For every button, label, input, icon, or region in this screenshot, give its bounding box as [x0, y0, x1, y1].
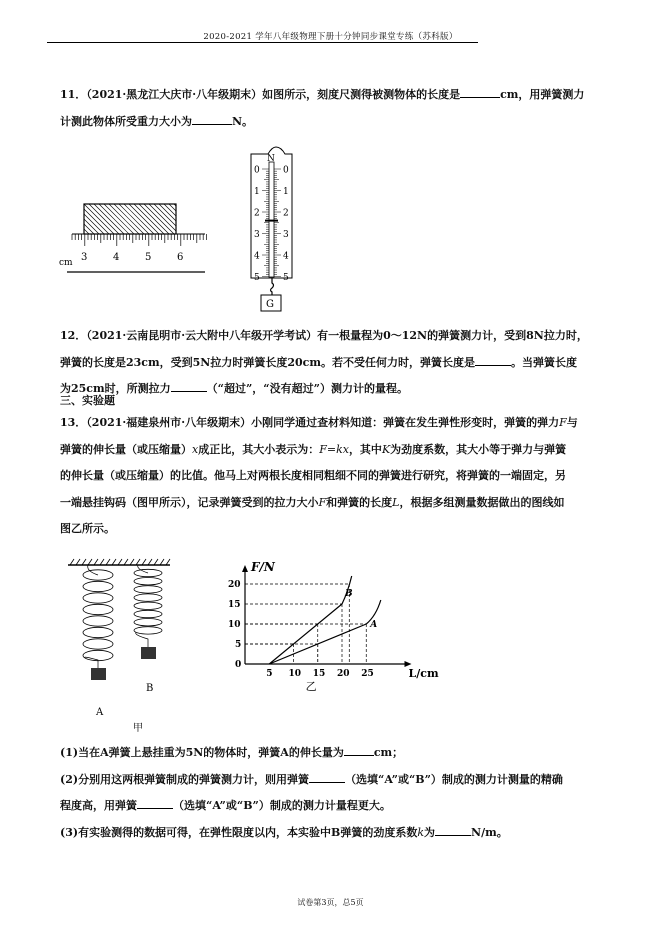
hook-icon [271, 278, 274, 295]
spring-coil [134, 602, 162, 609]
q13-text: 和弹簧的长度 [326, 495, 393, 509]
spring-coil [83, 604, 113, 614]
scale-label: 0 [254, 165, 260, 176]
ceiling-hatch-line [142, 559, 146, 565]
y-axis-arrow [242, 565, 248, 572]
spring-coil [83, 639, 113, 649]
q13-text: 图乙所示。 [60, 522, 115, 535]
q11-blank-weight[interactable] [192, 112, 232, 125]
sub1-blank[interactable] [344, 743, 374, 756]
spring-label-b: B [146, 683, 154, 694]
y-tick-label: 10 [228, 620, 241, 630]
scale-tube [269, 162, 274, 277]
var-l: L [392, 495, 400, 509]
q11-text: 如图所示，刻度尺测得被测物体的长度是 [262, 88, 461, 101]
scale-label: 3 [254, 230, 260, 240]
question-12 [60, 323, 605, 403]
sub3-text: N/m。 [471, 825, 508, 839]
spring-coil [83, 650, 113, 660]
var-f: F [559, 416, 567, 429]
scale-label: 4 [283, 251, 289, 262]
spring-a [83, 565, 113, 668]
scale-unit: N [267, 154, 275, 164]
spring-label-a: A [96, 707, 104, 718]
spring-coil [134, 627, 162, 634]
q11-text-b: 计测此物体所受重力大小为 [60, 114, 192, 128]
scale-label: 1 [283, 187, 289, 197]
ceiling-hatch-line [112, 559, 116, 565]
ceiling-hatch-line [70, 559, 74, 565]
ceiling-hatch-line [154, 559, 158, 565]
weight-a [91, 668, 106, 680]
scale-label: 3 [283, 230, 289, 240]
ruler-label: 4 [113, 252, 120, 263]
spring-coil [134, 586, 162, 593]
page-footer: 试卷第3页，总5页 [297, 898, 364, 907]
q13-source: （2021·福建泉州市·八年级期末） [86, 416, 252, 429]
figure-caption-jia: 甲 [133, 723, 143, 734]
q12-text: 弹簧的长度是23cm，受到5N拉力时弹簧长度20cm。若不受任何力时，弹簧长度是 [60, 355, 475, 369]
scale-label: 0 [283, 165, 289, 176]
q11-blank-length[interactable] [460, 85, 500, 98]
q12-source: （2021·云南昆明市·云大附中八年级开学考试） [86, 329, 318, 342]
x-tick-label: 5 [266, 669, 273, 679]
q13-text: 的伸长量（或压缩量）的比值。他马上对两根长度相同粗细不同的弹簧进行研究，将弹簧的一端固定，另 [60, 469, 566, 482]
sub1-text: (1)当在A弹簧上悬挂重为5N的物体时，弹簧A的伸长量为 [60, 746, 344, 759]
sub2-blank-range[interactable] [137, 796, 173, 809]
ceiling-hatch-line [166, 559, 170, 565]
spring-coil [134, 619, 162, 626]
scale-label: 1 [254, 187, 260, 197]
ceiling-hatch-line [124, 559, 128, 565]
var-k-lower: k [417, 825, 425, 839]
ceiling-hatch [70, 559, 170, 565]
spring-b [134, 565, 162, 647]
ceiling-hatch-line [106, 559, 110, 565]
ceiling-hatch-line [148, 559, 152, 565]
ceiling-hatch-line [76, 559, 80, 565]
q11-source: （2021·黑龙江大庆市·八年级期末） [86, 88, 263, 101]
ceiling-hatch-line [100, 559, 104, 565]
weight-b [141, 647, 156, 659]
sub2-text: （选填“A”或“B”）制成的测力计测量的精确 [345, 772, 563, 786]
ruler-ticks [72, 234, 206, 246]
q11-unit-n: N。 [232, 114, 254, 128]
scale-label: 5 [283, 273, 289, 283]
ruler-figure [55, 190, 215, 280]
y-tick-label: 0 [235, 660, 242, 670]
q12-text: 为25cm时，所测拉力 [60, 382, 171, 395]
series-line-b [269, 604, 342, 664]
q12-blank-length[interactable] [475, 353, 511, 366]
q13-text: 成正比，其大小表示为： [198, 442, 320, 456]
q12-number: 12． [60, 329, 87, 342]
q13-text: 一端悬挂钩码（图甲所示），记录弹簧受到的拉力大小 [60, 495, 319, 509]
sub3-blank[interactable] [435, 823, 471, 836]
ruler-label: 6 [177, 252, 184, 263]
x-axis-label: L/cm [408, 667, 439, 680]
q13-number: 13． [60, 416, 87, 429]
q11-number: 11． [60, 88, 87, 101]
springs-figure [60, 555, 180, 735]
q13-text: ，其中 [348, 442, 382, 456]
ruler-unit: cm [59, 258, 73, 268]
section-title: 三、实验题 [60, 394, 115, 407]
y-tick-label: 15 [228, 600, 241, 610]
ceiling-hatch-line [130, 559, 134, 565]
y-axis-label: F/N [251, 560, 275, 574]
q13-text: 弹簧的伸长量（或压缩量） [60, 442, 192, 456]
question-13 [60, 410, 605, 543]
series-label-b: B [345, 589, 353, 599]
x-tick-label: 20 [337, 669, 350, 679]
sub3-text: 为 [424, 825, 436, 839]
ceiling-hatch-line [82, 559, 86, 565]
q12-text: 。当弹簧长度 [511, 355, 577, 369]
sub2-text: (2)分别用这两根弹簧制成的弹簧测力计，则用弹簧 [60, 772, 310, 786]
header-rule [47, 42, 478, 43]
weight-label: G [266, 299, 274, 310]
spring-coil [83, 581, 113, 591]
spring-coil [83, 593, 113, 603]
measured-object [84, 204, 176, 234]
var-f: F [318, 495, 327, 509]
ceiling-hatch-line [136, 559, 140, 565]
spring-coil [83, 616, 113, 626]
q11-unit-cm: cm，用弹簧测力 [500, 88, 585, 101]
spring-scale-figure [248, 147, 308, 317]
x-tick-label: 10 [288, 669, 302, 679]
q12-blank-exceed[interactable] [171, 379, 207, 392]
question-11 [60, 82, 605, 135]
sub2-text: 程度高，用弹簧 [60, 799, 137, 812]
figure-caption-yi: 乙 [305, 680, 317, 693]
sub2-text: （选填“A”或“B”）制成的测力计量程更大。 [173, 799, 391, 812]
q13-subquestions [60, 740, 605, 846]
force-length-chart [215, 558, 439, 693]
spring-coil [83, 627, 113, 637]
scale-label: 4 [254, 251, 260, 262]
q12-text: （“超过”，“没有超过”）测力计的量程。 [206, 382, 408, 395]
y-tick-label: 20 [228, 580, 241, 590]
spring-wire [136, 632, 148, 647]
formula: F=kx [319, 442, 349, 456]
var-x: x [192, 442, 199, 456]
sub3-text: (3)有实验测得的数据可得，在弹性限度以内，本实验中B弹簧的劲度系数 [60, 825, 418, 839]
var-k: K [381, 442, 391, 456]
series-label-a: A [370, 620, 378, 630]
q13-text: 为劲度系数，其大小等于弹力与弹簧 [390, 442, 567, 456]
ruler-label: 3 [81, 252, 88, 263]
ceiling-hatch-line [160, 559, 164, 565]
x-tick-label: 25 [361, 669, 374, 679]
page-header: 2020-2021 学年八年级物理下册十分钟同步课堂专练（苏科版） [203, 32, 458, 42]
q13-text: 小刚同学通过查材料知道：弹簧在发生弹性形变时，弹簧的弹力 [251, 416, 560, 429]
q13-text: 与 [566, 416, 578, 429]
scale-label: 2 [254, 208, 260, 219]
scale-label: 2 [283, 208, 289, 219]
q13-text: ，根据多组测量数据做出的图线如 [399, 495, 565, 509]
q12-text: 有一根量程为0～12N的弹簧测力计，受到8N拉力时， [317, 329, 588, 342]
y-tick-label: 5 [235, 640, 242, 650]
spring-coil [134, 610, 162, 617]
ruler-label: 5 [145, 252, 152, 263]
chart-series [269, 576, 381, 664]
x-tick-label: 15 [312, 669, 326, 679]
spring-coil [134, 594, 162, 601]
spring-coil [134, 578, 162, 585]
sub1-text: cm； [373, 746, 404, 759]
scale-label: 5 [254, 273, 260, 283]
ceiling-hatch-line [88, 559, 92, 565]
sub2-blank-precision[interactable] [309, 770, 345, 783]
ceiling-hatch-line [118, 559, 122, 565]
ceiling-hatch-line [94, 559, 98, 565]
